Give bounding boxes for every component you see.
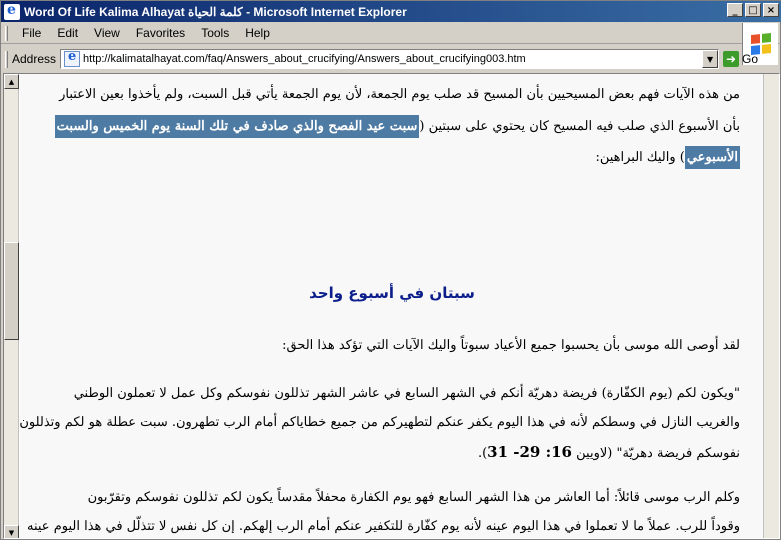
address-label: Address — [12, 52, 57, 66]
paragraph-3-line-2: والغريب النازل في وسطكم لأنه في هذا اليوم يكفر عنكم لتطهيركم من جميع خطاياكم أمام الرب تطهرون. سبت عطلة هو لكم وتذللون — [19, 415, 740, 430]
paragraph-1-line-3 — [595, 150, 740, 165]
paragraph-3-line-3 — [478, 443, 740, 461]
minimize-button[interactable]: _ — [727, 3, 743, 17]
maximize-button[interactable]: □ — [745, 3, 761, 17]
paragraph-1-line-2 — [55, 119, 740, 134]
menu-edit[interactable]: Edit — [57, 26, 79, 40]
menu-tools[interactable]: Tools — [201, 26, 230, 40]
address-url[interactable]: http://kalimatalhayat.com/faq/Answers_about_crucifying/Answers_about_crucifying003.htm — [83, 53, 526, 65]
page-content — [20, 74, 764, 539]
paragraph-3-tail: ). — [477, 446, 488, 461]
paragraph-4-line-2: وقوداً للرب. عملاً ما لا تعملوا في هذا اليوم عينه لأنه يوم كفّارة للتكفير عنكم أمام الرب إلهكم. إن كل نفس لا تتذلّل في هذا اليوم عينه — [26, 519, 740, 534]
vertical-scrollbar[interactable] — [4, 74, 19, 539]
paragraph-1-line-1: من هذه الآيات فهم بعض المسيحيين بأن المسيح قد صلب يوم الجمعة، لأن يوم الجمعة يأتي قبل السبت، ولم يأخذوا بعين الاعتبار — [59, 87, 740, 102]
window-controls — [727, 3, 779, 17]
right-scrollbar-track[interactable] — [763, 74, 779, 539]
menu-help[interactable]: Help — [245, 26, 270, 40]
paragraph-3-text: نفوسكم فريضة دهريّة" (لاويين — [572, 446, 740, 461]
section-heading: سبتان في أسبوع واحد — [309, 284, 475, 302]
window-title: Word Of Life Kalima Alhayat كلمة الحياة - Microsoft Internet Explorer — [24, 4, 407, 19]
ie-icon — [4, 4, 20, 20]
go-arrow-icon: ➜ — [723, 51, 739, 67]
go-button[interactable] — [723, 50, 758, 68]
page-icon — [64, 51, 80, 67]
scroll-up-icon[interactable]: ▲ — [4, 74, 19, 89]
menu-bar — [1, 23, 781, 44]
menu-view[interactable]: View — [94, 26, 120, 40]
menu-file[interactable]: File — [22, 26, 42, 40]
page-viewport — [3, 73, 780, 539]
highlighted-selection: سبت عيد الفصح والذي صادف في تلك السنة يوم الخميس والسبت — [55, 115, 420, 138]
address-dropdown-icon[interactable]: ▼ — [702, 50, 718, 68]
paragraph-3-line-1: "ويكون لكم (يوم الكفّارة) فريضة دهريّة أنكم في الشهر السابع في عاشر الشهر تذللون نفوسكم وكل عمل لا تعملون الوطني — [73, 386, 740, 401]
scroll-down-icon[interactable]: ▼ — [4, 525, 19, 539]
paragraph-1-tail: ) واليك البراهين: — [595, 150, 685, 165]
address-input[interactable] — [60, 49, 719, 69]
close-button[interactable]: × — [763, 3, 779, 17]
paragraph-1-text: بأن الأسبوع الذي صلب فيه المسيح كان يحتوي على سبتين ( — [419, 119, 740, 134]
toolbar-grip[interactable] — [5, 26, 8, 41]
title-bar — [1, 1, 781, 22]
scripture-reference: 16: 29- 31 — [487, 443, 572, 461]
paragraph-4-line-1: وكلم الرب موسى قائلاً: أما العاشر من هذا الشهر السابع فهو يوم الكفارة محفلاً مقدساً يكون لكم تذللون نفوسكم وتقرّبون — [87, 490, 740, 505]
highlighted-selection-end: الأسبوعي — [685, 146, 740, 169]
scroll-thumb[interactable] — [4, 242, 19, 340]
paragraph-2: لقد أوصى الله موسى بأن يحسبوا جميع الأعياد سبوتاً واليك الآيات التي تؤكد هذا الحق: — [282, 338, 740, 353]
address-grip[interactable] — [5, 51, 8, 68]
menu-favorites[interactable]: Favorites — [135, 26, 186, 40]
go-label: Go — [742, 52, 759, 66]
address-bar — [1, 47, 746, 71]
